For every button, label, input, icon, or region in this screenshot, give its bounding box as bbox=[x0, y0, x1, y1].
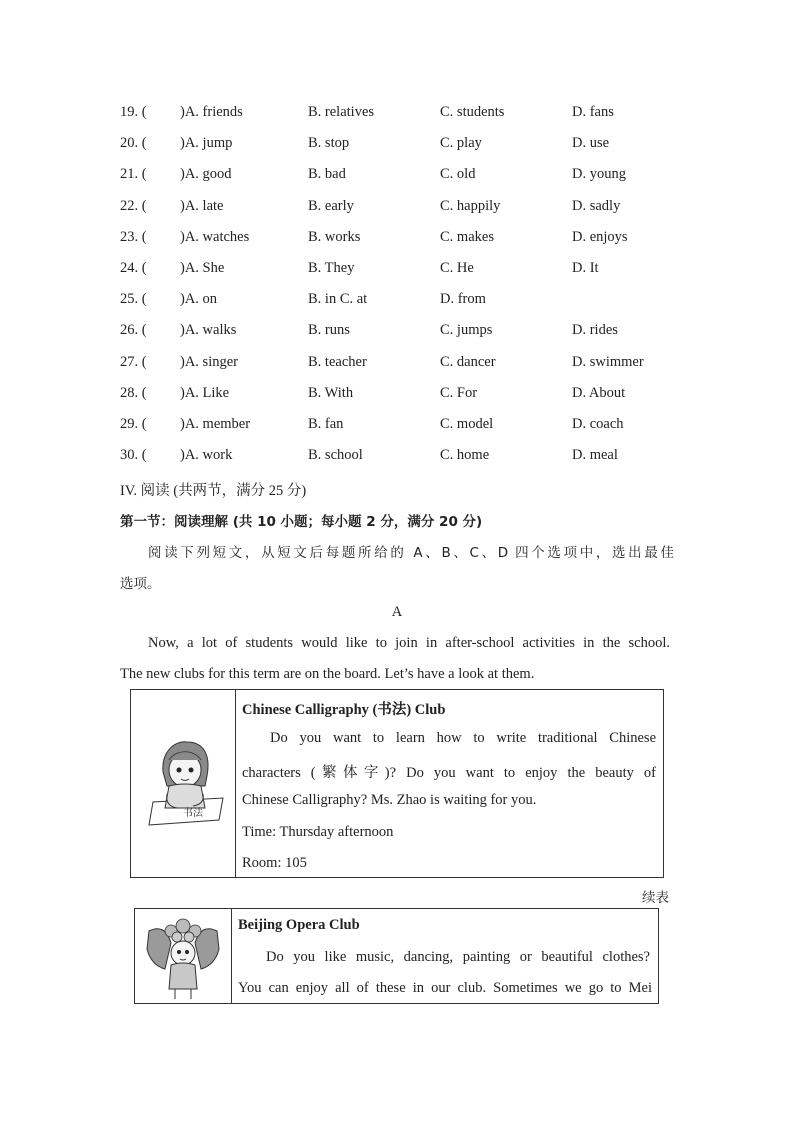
question-number: 22. ( bbox=[120, 197, 147, 214]
question-row bbox=[120, 135, 680, 155]
option-d: D. It bbox=[572, 260, 599, 276]
option-a: )A. watches bbox=[180, 228, 250, 245]
club2-line-1: Do you like music, dancing, painting or beautiful clothes? bbox=[266, 949, 650, 965]
intro-line-2: The new clubs for this term are on the board. Let’s have a look at them. bbox=[120, 666, 535, 682]
option-b: B. works bbox=[308, 228, 361, 245]
question-number: 27. ( bbox=[120, 353, 147, 370]
option-d: D. young bbox=[572, 166, 626, 183]
continued-label: 续表 bbox=[642, 890, 669, 906]
calligraphy-girl-icon bbox=[131, 690, 235, 877]
question-number: 29. ( bbox=[120, 416, 147, 432]
question-number: 20. ( bbox=[120, 135, 147, 152]
option-b: B. stop bbox=[308, 135, 350, 152]
club1-room: Room: 105 bbox=[242, 855, 307, 871]
club1-line-3: Chinese Calligraphy? Ms. Zhao is waiting for you. bbox=[242, 792, 537, 808]
option-d: D. coach bbox=[572, 416, 624, 432]
option-d: D. rides bbox=[572, 322, 618, 339]
option-d: D. swimmer bbox=[572, 353, 644, 370]
opera-illustration-cell bbox=[135, 909, 232, 1003]
option-b: B. school bbox=[308, 447, 363, 464]
option-a: )A. good bbox=[180, 166, 232, 183]
question-row bbox=[120, 447, 680, 467]
option-b: B. runs bbox=[308, 322, 350, 339]
svg-text:书法: 书法 bbox=[183, 808, 203, 819]
question-number: 26. ( bbox=[120, 322, 147, 339]
club2-title: Beijing Opera Club bbox=[238, 917, 360, 933]
option-b: B. fan bbox=[308, 416, 344, 432]
option-d: D. enjoys bbox=[572, 228, 628, 245]
option-d: D. sadly bbox=[572, 197, 621, 214]
question-row bbox=[120, 322, 680, 342]
question-row bbox=[120, 354, 680, 374]
option-c: C. He bbox=[440, 260, 474, 276]
option-b: B. relatives bbox=[308, 104, 375, 120]
option-a: )A. on bbox=[180, 291, 218, 308]
option-b: B. early bbox=[308, 197, 354, 214]
question-number: 19. ( bbox=[120, 104, 147, 120]
club1-line-2: characters (繁体字)? Do you want to enjoy the beauty of bbox=[242, 765, 656, 781]
option-d: D. use bbox=[572, 135, 610, 152]
option-c: C. For bbox=[440, 384, 478, 401]
option-b: B. With bbox=[308, 384, 354, 401]
option-c: C. play bbox=[440, 135, 482, 152]
option-c: C. makes bbox=[440, 228, 494, 245]
question-row bbox=[120, 229, 680, 249]
club2-line-2: You can enjoy all of these in our club. Sometimes we go to Mei bbox=[238, 980, 652, 996]
option-c: C. students bbox=[440, 104, 505, 120]
option-d: D. meal bbox=[572, 447, 618, 464]
option-b: B. bad bbox=[308, 166, 346, 183]
intro-line-1: Now, a lot of students would like to join in after-school activities in the school. bbox=[148, 635, 670, 651]
option-a: )A. member bbox=[180, 416, 251, 432]
opera-performer-icon bbox=[135, 909, 231, 1003]
question-number: 28. ( bbox=[120, 384, 147, 401]
passage-label: A bbox=[391, 604, 403, 620]
option-a: )A. She bbox=[180, 260, 225, 276]
option-a: )A. jump bbox=[180, 135, 233, 152]
question-number: 30. ( bbox=[120, 447, 147, 464]
part1-heading: 第一节：阅读理解 (共 10 小题；每小题 2 分，满分 20 分) bbox=[120, 514, 483, 530]
option-c: C. happily bbox=[440, 197, 501, 214]
club1-time: Time: Thursday afternoon bbox=[242, 824, 394, 840]
instruction-line-2: 选项。 bbox=[120, 576, 161, 592]
club1-line-1: Do you want to learn how to write traditional Chinese bbox=[270, 730, 656, 746]
option-c: C. model bbox=[440, 416, 494, 432]
option-b: B. in C. at bbox=[308, 291, 368, 308]
question-row bbox=[120, 104, 680, 124]
instruction-line-1: 阅读下列短文，从短文后每题所给的 A、B、C、D 四个选项中，选出最佳 bbox=[148, 545, 674, 561]
option-d: D. About bbox=[572, 384, 626, 401]
option-b: B. teacher bbox=[308, 353, 367, 370]
option-a: )A. friends bbox=[180, 104, 243, 120]
question-row bbox=[120, 416, 680, 436]
question-number: 23. ( bbox=[120, 228, 147, 245]
question-number: 24. ( bbox=[120, 260, 147, 276]
calligraphy-illustration-cell bbox=[131, 690, 236, 877]
club1-title: Chinese Calligraphy (书法) Club bbox=[242, 702, 446, 718]
section-heading: IV. 阅读 (共两节，满分 25 分) bbox=[120, 483, 307, 499]
option-a: )A. late bbox=[180, 197, 224, 214]
option-b: B. They bbox=[308, 260, 355, 276]
option-d: D. fans bbox=[572, 104, 614, 120]
option-a: )A. walks bbox=[180, 322, 237, 339]
question-row bbox=[120, 385, 680, 405]
option-a: )A. singer bbox=[180, 353, 238, 370]
club-table-calligraphy bbox=[130, 689, 664, 878]
option-c: C. old bbox=[440, 166, 476, 183]
option-a: )A. Like bbox=[180, 384, 230, 401]
question-number: 25. ( bbox=[120, 291, 147, 308]
option-c: C. home bbox=[440, 447, 490, 464]
option-c: C. dancer bbox=[440, 353, 496, 370]
question-row bbox=[120, 166, 680, 186]
option-a: )A. work bbox=[180, 447, 233, 464]
question-row bbox=[120, 291, 680, 311]
question-row bbox=[120, 198, 680, 218]
club-table-opera bbox=[134, 908, 659, 1004]
option-c: C. jumps bbox=[440, 322, 493, 339]
question-row bbox=[120, 260, 680, 280]
option-c: D. from bbox=[440, 291, 486, 308]
question-number: 21. ( bbox=[120, 166, 147, 183]
